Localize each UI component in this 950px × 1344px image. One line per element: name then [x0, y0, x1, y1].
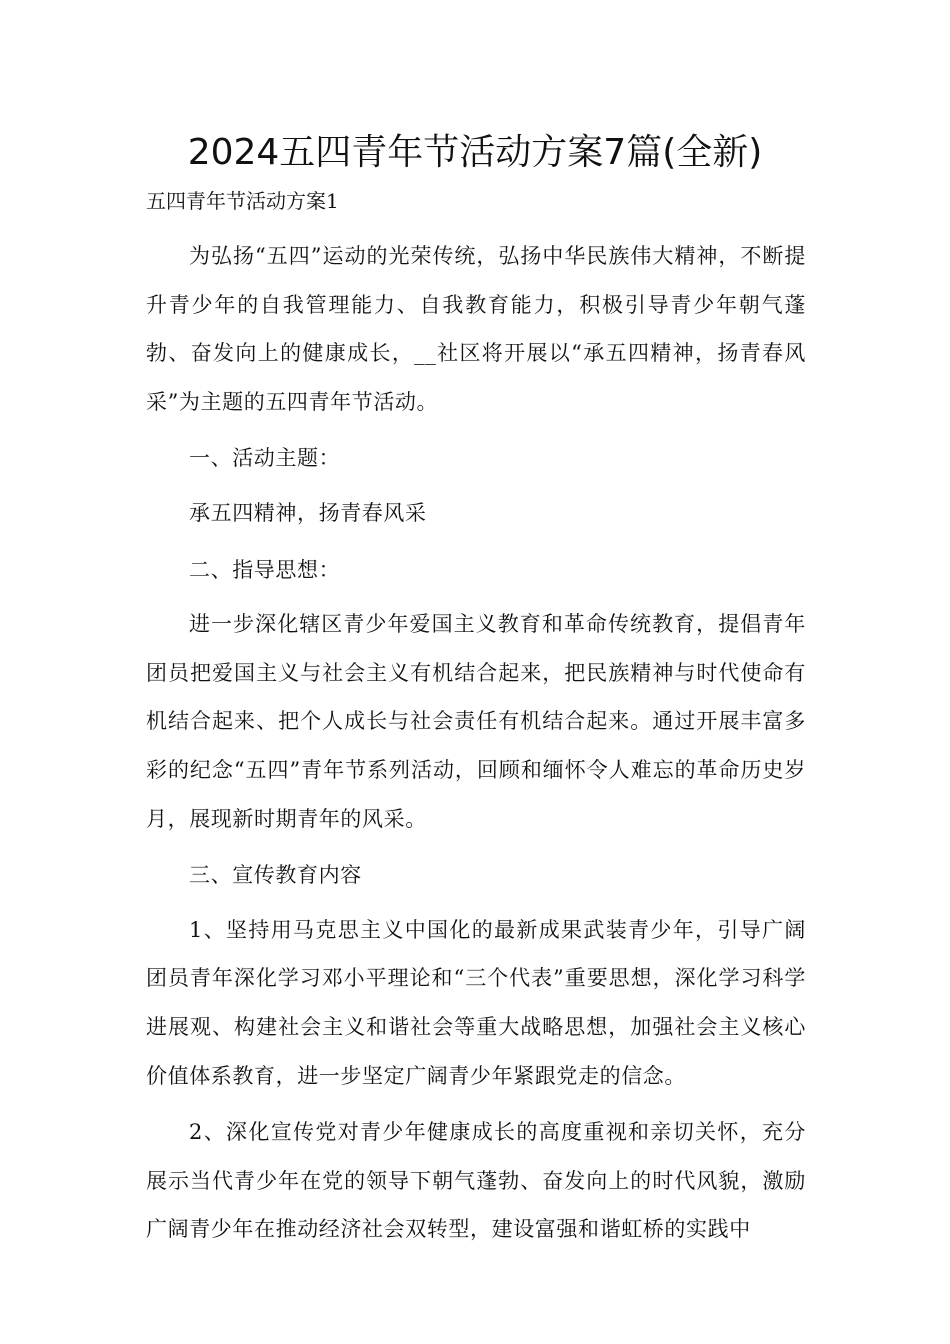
document-body — [146, 232, 806, 1262]
guidance-paragraph: 进一步深化辖区青少年爱国主义教育和革命传统教育，提倡青年团员把爱国主义与社会主义有机结合起来，把民族精神与时代使命有机结合起来、把个人成长与社会责任有机结合起来。通过开展丰富多彩的纪念“五四”青年节系列活动，回顾和缅怀令人难忘的革命历史岁月，展现新时期青年的风采。 — [146, 612, 806, 831]
document-title: 2024五四青年节活动方案7篇(全新) — [187, 132, 763, 173]
content-item-2: 2、深化宣传党对青少年健康成长的高度重视和亲切关怀，充分展示当代青少年在党的领导下朝气蓬勃、奋发向上的时代风貌，激励广阔青少年在推动经济社会双转型，建设富强和谐虹桥的实践中 — [146, 1120, 806, 1242]
intro-paragraph: 为弘扬“五四”运动的光荣传统，弘扬中华民族伟大精神，不断提升青少年的自我管理能力、自我教育能力，积极引导青少年朝气蓬勃、奋发向上的健康成长，__社区将开展以“承五四精神，扬青春风采”为主题的五四青年节活动。 — [146, 244, 806, 414]
section-heading-content: 三、宣传教育内容 — [189, 863, 362, 888]
theme-text: 承五四精神，扬青春风采 — [189, 500, 427, 525]
section-heading-guidance: 二、指导思想： — [189, 557, 341, 582]
content-item-1: 1、坚持用马克思主义中国化的最新成果武装青少年，引导广阔团员青年深化学习邓小平理论和“三个代表”重要思想，深化学习科学进展观、构建社会主义和谐社会等重大战略思想，加强社会主义核心价值体系教育，进一步坚定广阔青少年紧跟党走的信念。 — [146, 917, 806, 1088]
section-heading-theme: 一、活动主题： — [189, 446, 341, 471]
document-subtitle: 五四青年节活动方案1 — [146, 189, 339, 213]
